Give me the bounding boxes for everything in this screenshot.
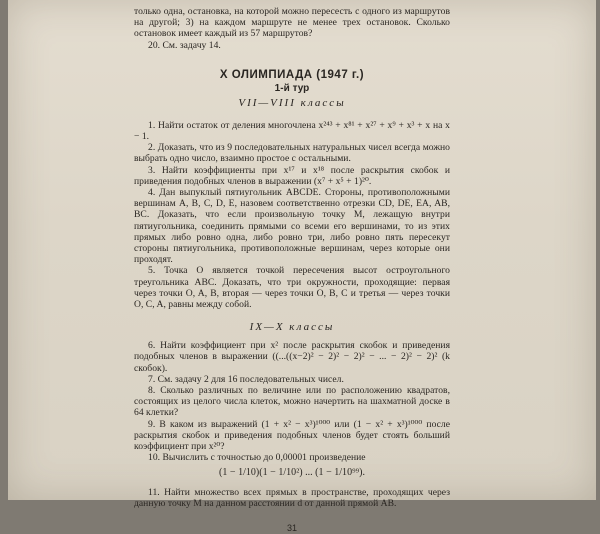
tour-heading: 1-й тур [274, 82, 310, 94]
grades-heading-9-10: IX—X классы [249, 321, 335, 334]
problem-11: 11. Найти множество всех прямых в пространстве, проходящих через данную точку M на данном расстоянии d от данной прямой AB. [134, 486, 450, 509]
problem-7: 7. См. задачу 2 для 16 последовательных чисел. [148, 373, 344, 385]
problem-1: 1. Найти остаток от деления многочлена x²⁴³ + x⁸¹ + x²⁷ + x⁹ + x³ + x на x − 1. [134, 119, 450, 143]
problem-10: 10. Вычислить с точностью до 0,00001 произведение [148, 452, 366, 464]
book-page [8, 0, 596, 533]
product-formula: (1 − 1/10)(1 − 1/10²) ... (1 − 1/10⁹⁹). [219, 466, 365, 478]
grades-heading-7-8: VII—VIII классы [238, 96, 346, 109]
page-text [134, 6, 450, 534]
problem-3: 3. Найти коэффициенты при x¹⁷ и x¹⁸ после раскрытия скобок и приведения подобных членов в выражении (x⁷ + x⁵ + 1)²⁰. [134, 164, 450, 187]
problem-6: 6. Найти коэффициент при x² после раскрытия скобок и приведения подобных членов в выражении ((...((x−2)² − 2)² − 2)² − ... − 2)² − 2)² (k скобок). [134, 340, 450, 374]
problem-8: 8. Сколько различных по величине или по расположению квадратов, состоящих из целого числа клеток, можно начертить на шахматной доске в 64 клетки? [134, 385, 450, 419]
problem-4: 4. Дан выпуклый пятиугольник ABCDE. Стороны, противоположными вершинам A, B, C, D, E, назовем соответственно отрезки CD, DE, EA, AB, BC. Доказать, что если произвольную точку M, лежащую внутри пятиугольника, соединить прямыми со всеми его вершинами, то из этих прямых либо ровно одна, либо ровно три, либо ровно пять пересекут стороны пятиугольника, противоположные вершинам, через которые они проходят. [134, 187, 450, 266]
problem-20: 20. См. задачу 14. [148, 39, 221, 51]
problem-9: 9. В каком из выражений (1 + x² − x³)¹⁰⁰⁰ или (1 − x² + x³)¹⁰⁰⁰ после раскрытия скобок и приведения подобных членов будет стоять больший коэффициент при x²⁰? [134, 418, 450, 453]
problem-5: 5. Точка O является точкой пересечения высот остроугольного треугольника ABC. Доказать, что три окружности, проходящие: первая через точки O, A, B, вторая — через точки O, B, C и третья — через точки O, C, A, равны между собой. [134, 265, 450, 311]
page-number: 31 [286, 522, 298, 533]
paragraph-continued: только одна, остановка, на которой можно пересесть с одного из маршрутов на другой; 3) на каждом маршруте не менее трех остановок. Сколько остановок имеет каждый из 57 маршрутов? [134, 6, 450, 40]
olympiad-title: X ОЛИМПИАДА (1947 г.) [219, 68, 365, 81]
problem-2: 2. Доказать, что из 9 последовательных натуральных чисел всегда можно выбрать одно число, взаимно простое с остальными. [134, 142, 450, 165]
